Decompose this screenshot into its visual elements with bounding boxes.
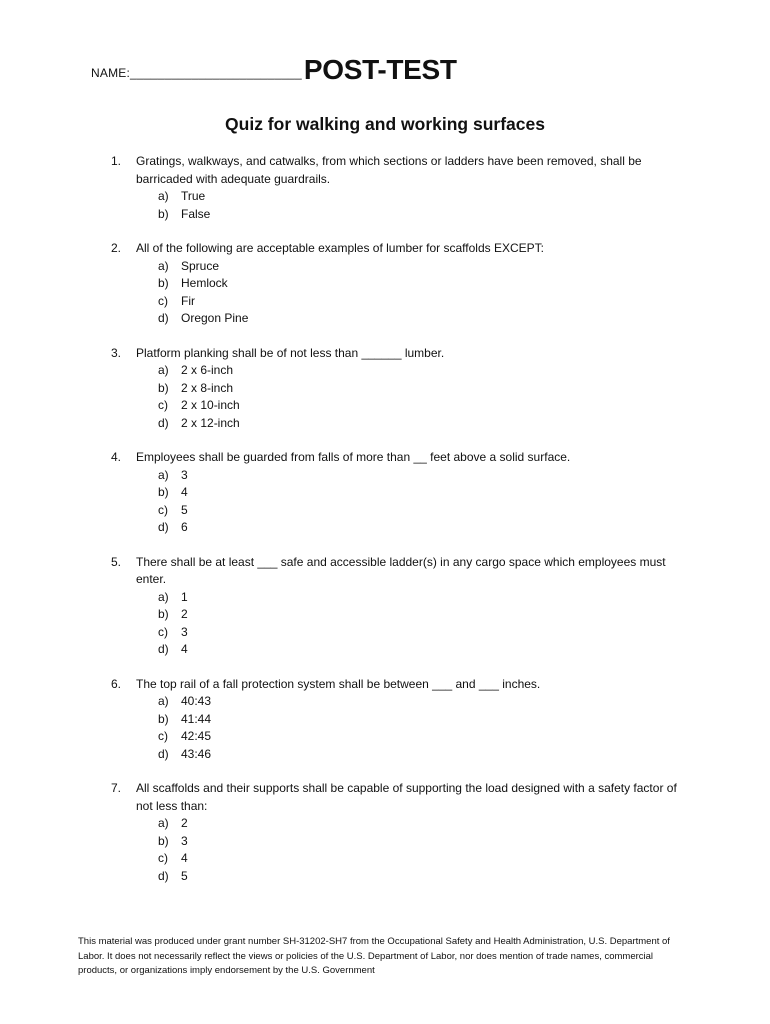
answer-options [158,258,681,328]
answer-option [158,293,681,311]
option-text: 4 [181,642,188,656]
option-letter: a) [158,363,169,377]
option-letter: c) [158,502,168,517]
option-letter: c) [158,398,168,412]
option-text: 2 x 12-inch [181,415,240,430]
question-list [111,153,681,902]
question-line [111,554,681,589]
question-line [111,780,681,815]
answer-option [158,833,681,851]
option-letter: b) [158,833,169,848]
answer-option [158,711,681,729]
option-letter: a) [158,589,169,604]
answer-options [158,815,681,885]
answer-option [158,746,681,764]
option-letter: d) [158,642,169,656]
option-text: 40:43 [181,694,212,708]
answer-option [158,850,681,868]
option-text: 3 [181,467,188,482]
answer-option [158,188,681,206]
option-letter: c) [158,851,168,865]
question-number: 1. [111,154,122,168]
option-text: Oregon Pine [181,311,249,325]
option-text: 1 [181,589,188,604]
option-letter: b) [158,607,169,621]
option-letter: d) [158,415,169,430]
option-letter: b) [158,276,169,290]
question-text: The top rail of a fall protection system shall be between ___ and ___ inches. [136,676,541,691]
question-item [111,554,681,659]
question-number: 7. [111,781,122,795]
option-text: 42:45 [181,729,212,743]
page-title: POST-TEST [303,54,457,85]
option-text: 41:44 [181,711,212,726]
question-text: Gratings, walkways, and catwalks, from which sections or ladders have been removed, shall be barricaded with adequate guardrails. [136,154,642,186]
question-number: 2. [111,241,122,255]
option-letter: a) [158,467,169,482]
question-item [111,240,681,328]
answer-options [158,188,681,223]
question-number: 5. [111,554,122,569]
option-letter: a) [158,189,169,203]
question-item [111,153,681,223]
option-letter: a) [158,816,169,830]
question-line [111,240,681,258]
option-letter: d) [158,311,169,325]
question-item [111,345,681,433]
option-text: 5 [181,502,188,517]
option-text: 5 [181,868,188,883]
answer-options [158,362,681,432]
option-text: 2 [181,816,188,830]
answer-option [158,258,681,276]
header [91,54,457,86]
option-text: 6 [181,520,188,534]
option-letter: a) [158,258,169,273]
question-text: All scaffolds and their supports shall be capable of supporting the load designed with a safety factor of not less than: [136,781,677,813]
option-text: 2 x 8-inch [181,380,234,395]
answer-option [158,415,681,433]
answer-option [158,362,681,380]
option-text: 2 [181,607,188,621]
footer-disclaimer: This material was produced under grant number SH-31202-SH7 from the Occupational Safety and Health Administration, U.S. Department of Labor. It does not necessarily reflect the views or policies of the U.S. Department of Labor, nor does mention of trade names, commercial products, or organizations imply endorsement by the U.S. Government [78,936,670,976]
answer-option [158,484,681,502]
answer-option [158,868,681,886]
option-text: 4 [181,485,188,499]
answer-option [158,380,681,398]
answer-option [158,519,681,537]
answer-options [158,467,681,537]
option-letter: c) [158,729,168,743]
answer-option [158,397,681,415]
answer-option [158,728,681,746]
answer-option [158,606,681,624]
question-text: Employees shall be guarded from falls of more than __ feet above a solid surface. [136,450,571,464]
answer-option [158,275,681,293]
question-line [111,449,681,467]
question-line [111,345,681,363]
question-line [111,153,681,188]
answer-options [158,693,681,763]
option-letter: b) [158,380,169,395]
option-text: 3 [181,833,188,848]
option-letter: b) [158,206,169,221]
option-text: 43:46 [181,746,212,761]
name-field-label: NAME:_________________________ [91,66,302,80]
option-letter: d) [158,746,169,761]
answer-option [158,589,681,607]
question-text: Platform planking shall be of not less than ______ lumber. [136,345,445,360]
answer-option [158,502,681,520]
option-letter: c) [158,624,168,639]
option-text: True [181,189,206,203]
option-letter: a) [158,694,169,708]
question-item [111,676,681,764]
question-item [111,780,681,885]
option-letter: b) [158,711,169,726]
question-text: There shall be at least ___ safe and accessible ladder(s) in any cargo space which employees must enter. [136,554,666,586]
option-text: 3 [181,624,188,639]
question-number: 4. [111,450,122,464]
question-item [111,449,681,537]
option-text: False [181,206,211,221]
option-text: Hemlock [181,276,228,290]
answer-option [158,815,681,833]
option-text: Fir [181,293,195,308]
answer-option [158,206,681,224]
quiz-title: Quiz for walking and working surfaces [225,114,545,134]
question-number: 6. [111,676,122,691]
answer-options [158,589,681,659]
question-text: All of the following are acceptable examples of lumber for scaffolds EXCEPT: [136,241,544,255]
answer-option [158,693,681,711]
question-line [111,676,681,694]
answer-option [158,624,681,642]
answer-option [158,467,681,485]
option-text: 2 x 6-inch [181,363,234,377]
option-text: 2 x 10-inch [181,398,240,412]
option-letter: d) [158,520,169,534]
answer-option [158,641,681,659]
option-text: 4 [181,851,188,865]
question-number: 3. [111,345,122,360]
answer-option [158,310,681,328]
option-letter: d) [158,868,169,883]
option-text: Spruce [181,258,220,273]
option-letter: c) [158,293,168,308]
option-letter: b) [158,485,169,499]
